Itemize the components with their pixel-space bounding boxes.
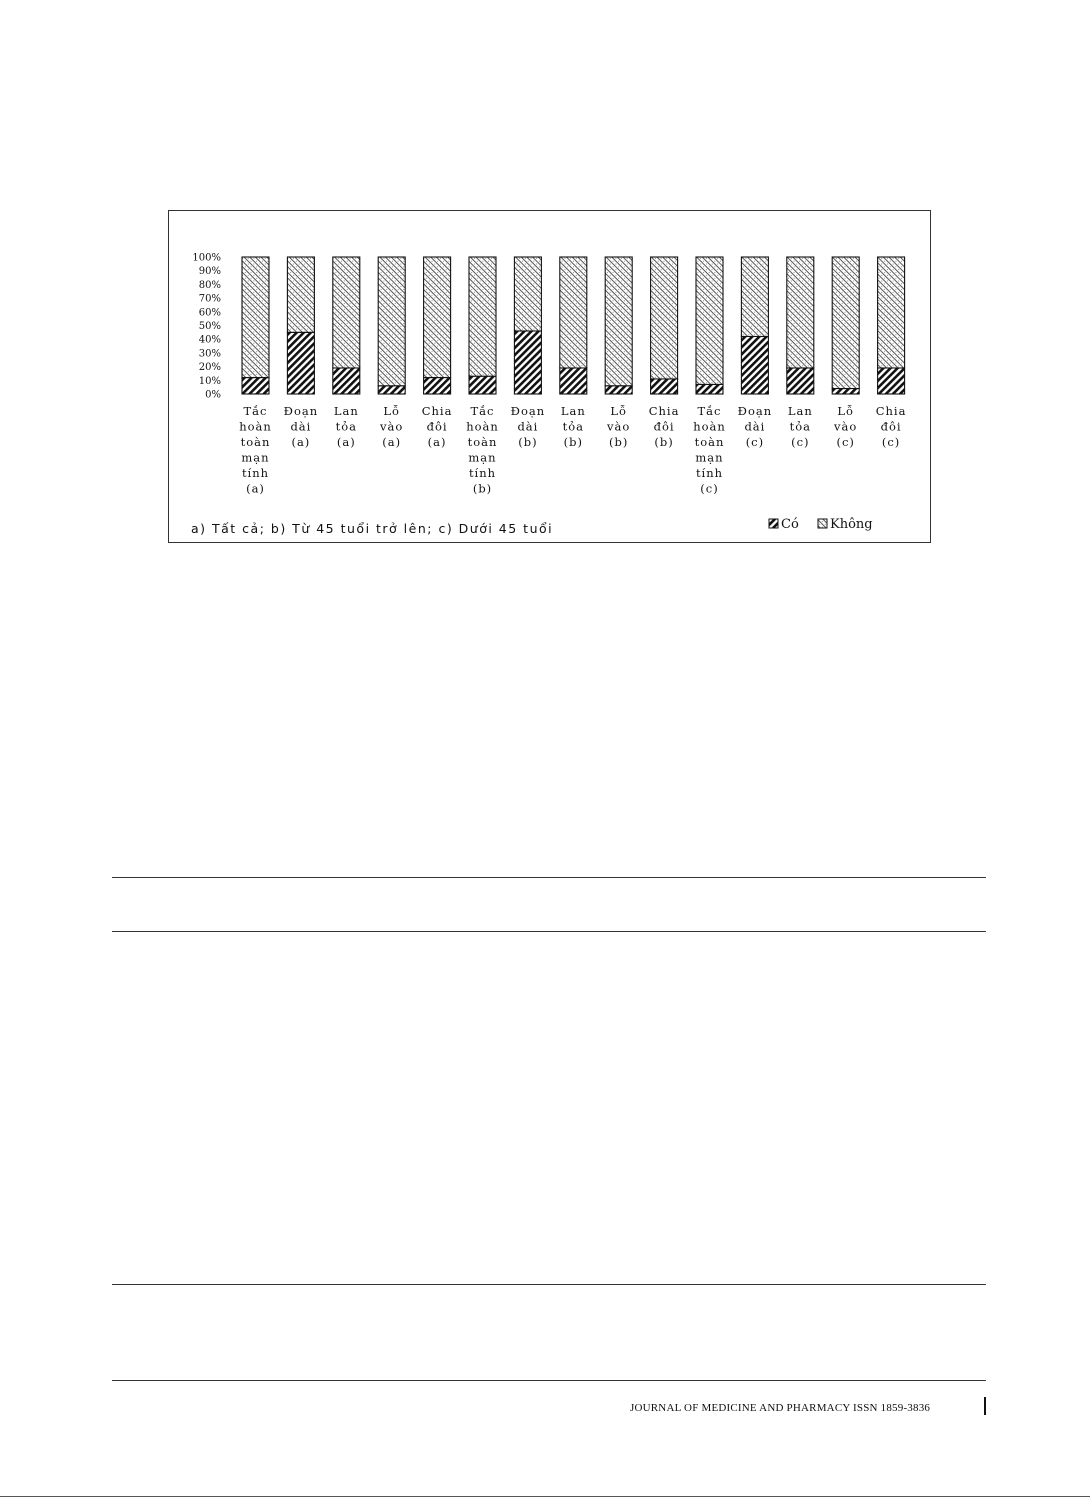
chart-note: a) Tất cả; b) Từ 45 tuổi trở lên; c) Dưới 45 tuổi	[191, 521, 554, 536]
bar-segment-khong	[287, 257, 314, 332]
table-top-rule	[112, 877, 986, 878]
category-label: Chia đôi (a)	[421, 404, 453, 449]
bar-segment-co	[514, 331, 541, 394]
bars	[242, 257, 905, 394]
category-label: Tắc hoàn toàn mạn tính (c)	[693, 404, 726, 496]
bar-segment-khong	[605, 257, 632, 386]
bar-segment-co	[242, 378, 269, 394]
bar-segment-co	[741, 336, 768, 394]
y-tick-label: 70%	[198, 293, 221, 305]
y-tick-label: 10%	[198, 375, 221, 387]
y-tick-label: 0%	[205, 389, 221, 401]
category-label: Đoạn dài (c)	[737, 404, 773, 449]
y-tick-label: 50%	[198, 321, 221, 332]
footer-page-marker	[984, 1397, 986, 1415]
y-tick-label: 80%	[198, 279, 221, 291]
y-tick-label: 40%	[198, 334, 221, 346]
category-label: Lan tỏa (a)	[333, 404, 359, 449]
legend-label-khong: Không	[830, 517, 873, 532]
category-label: Lan tỏa (c)	[787, 404, 813, 449]
chart-figure	[168, 210, 931, 543]
bar-segment-co	[424, 378, 451, 394]
category-label: Chia đôi (c)	[875, 404, 907, 449]
bar-segment-co	[560, 368, 587, 394]
bar-segment-khong	[424, 257, 451, 378]
category-label: Chia đôi (b)	[648, 404, 680, 449]
bar-segment-khong	[560, 257, 587, 368]
y-tick-label: 30%	[198, 348, 221, 360]
footer-rule	[112, 1380, 986, 1381]
category-label: Lỗ vào (a)	[380, 404, 404, 449]
y-tick-label: 100%	[192, 252, 221, 264]
table-header-rule	[112, 931, 986, 932]
category-label: Tắc hoàn toàn mạn tính (b)	[466, 404, 499, 496]
bar-segment-co	[469, 376, 496, 394]
table-bottom-rule	[112, 1284, 986, 1285]
bar-segment-co	[333, 368, 360, 394]
category-labels	[239, 404, 906, 496]
category-label: Tắc hoàn toàn mạn tính (a)	[239, 404, 272, 496]
bar-segment-co	[787, 368, 814, 394]
bar-segment-khong	[651, 257, 678, 379]
y-tick-label: 60%	[198, 307, 221, 319]
bar-segment-co	[651, 379, 678, 394]
legend-swatch-co	[769, 519, 778, 528]
category-label: Lỗ vào (c)	[834, 404, 858, 449]
bar-segment-khong	[787, 257, 814, 368]
bar-segment-khong	[696, 257, 723, 384]
bar-segment-khong	[878, 257, 905, 368]
bar-segment-co	[832, 389, 859, 394]
bar-segment-khong	[514, 257, 541, 331]
bar-segment-khong	[832, 257, 859, 389]
bar-segment-co	[605, 386, 632, 394]
bar-segment-khong	[333, 257, 360, 368]
category-label: Lan tỏa (b)	[560, 404, 586, 449]
y-tick-label: 90%	[198, 266, 221, 278]
y-tick-label: 20%	[198, 362, 221, 374]
bar-segment-co	[378, 386, 405, 394]
category-label: Lỗ vào (b)	[607, 404, 631, 449]
bar-segment-khong	[242, 257, 269, 378]
legend	[769, 517, 873, 532]
bar-segment-khong	[469, 257, 496, 376]
category-label: Đoạn dài (b)	[510, 404, 546, 449]
bar-segment-co	[287, 332, 314, 394]
page-edge	[0, 1496, 1090, 1497]
bar-segment-khong	[741, 257, 768, 336]
bar-segment-co	[878, 368, 905, 394]
journal-footer: JOURNAL OF MEDICINE AND PHARMACY ISSN 1859-3836	[630, 1402, 931, 1414]
bar-segment-khong	[378, 257, 405, 386]
legend-label-co: Có	[781, 517, 799, 532]
bar-segment-co	[696, 384, 723, 394]
category-label: Đoạn dài (a)	[283, 404, 319, 449]
y-axis	[192, 253, 221, 401]
stacked-bar-chart	[169, 211, 932, 544]
legend-swatch-khong	[818, 519, 827, 528]
